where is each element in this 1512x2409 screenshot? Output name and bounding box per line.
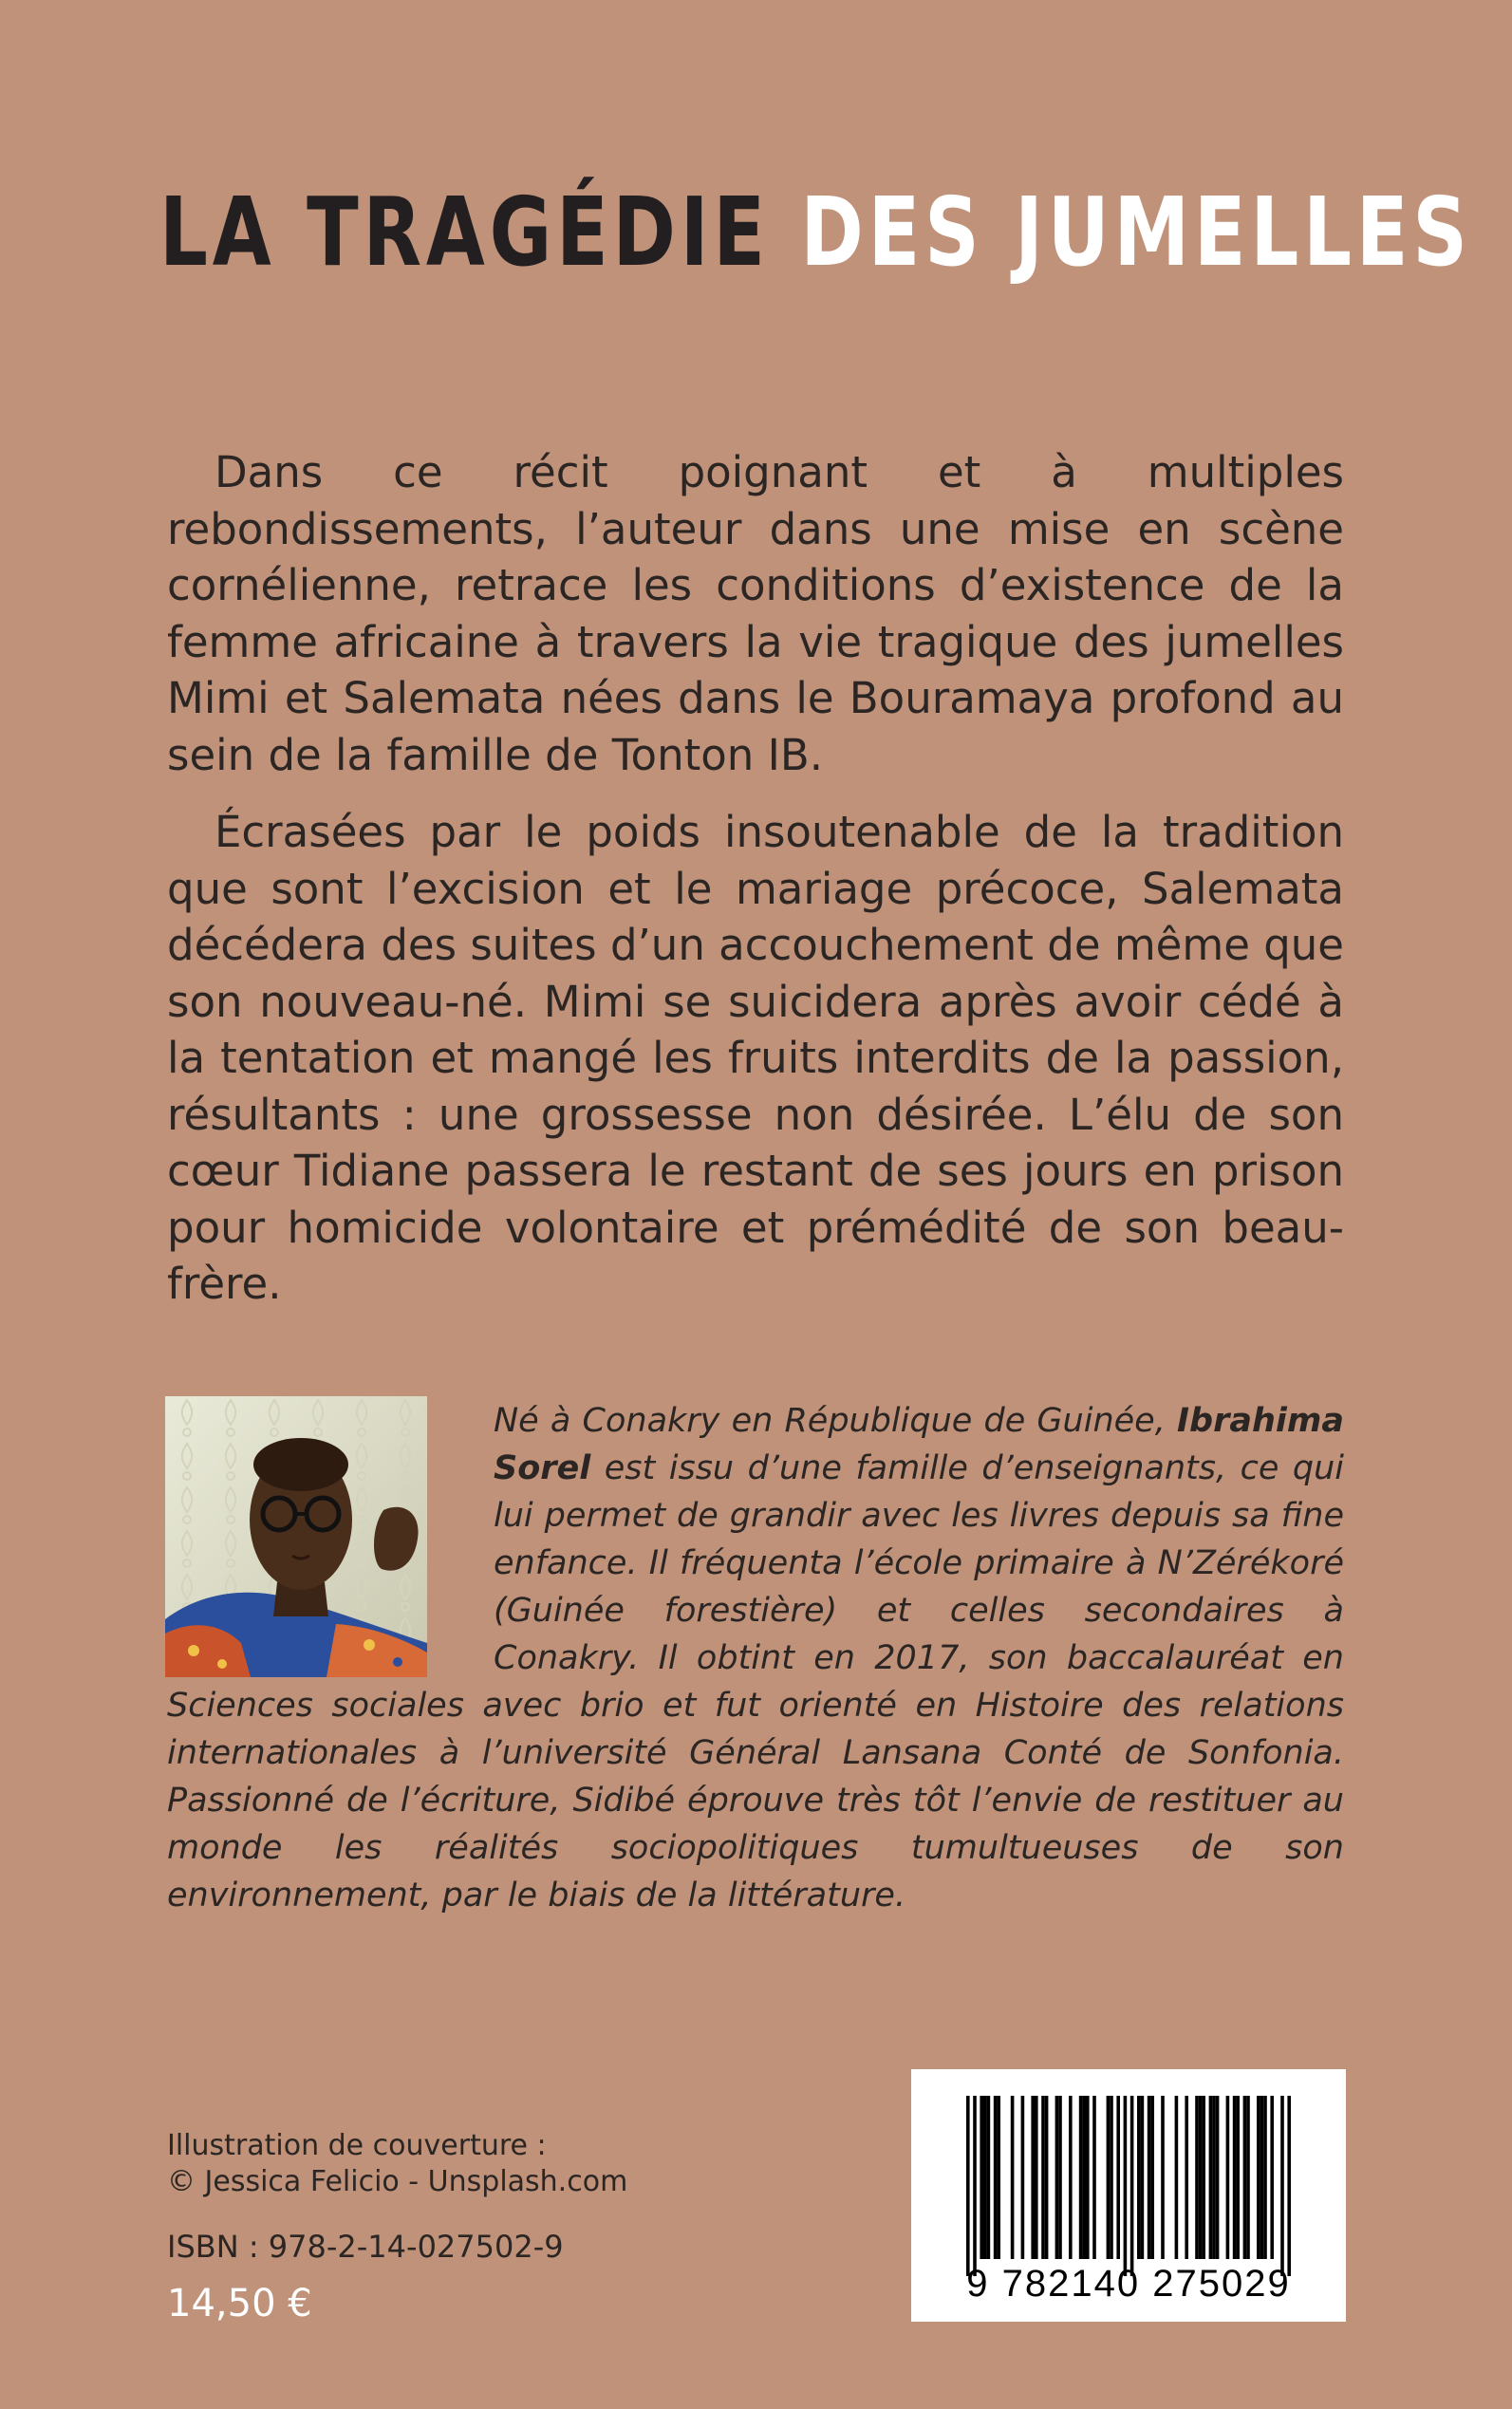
barcode-bar — [1110, 2096, 1113, 2259]
barcode-bar — [1202, 2096, 1205, 2259]
title-part-light: DES JUMELLES — [800, 177, 1472, 288]
barcode-bar — [1011, 2096, 1015, 2259]
barcode-bar — [1055, 2096, 1059, 2259]
barcode-bar — [1175, 2096, 1179, 2259]
barcode-bar — [1270, 2096, 1274, 2259]
barcode-bar — [1079, 2096, 1083, 2259]
barcode-bar — [1246, 2096, 1250, 2259]
barcode-bar — [1150, 2096, 1154, 2259]
synopsis-paragraph-1: Dans ce récit poignant et à multiples rebondissements, l’auteur dans une mise en scène cornélienne, retrace les conditions d’existence de la femme africaine à travers la vie tragique des jumelles Mimi et Salemata nées dans le Bouramaya profond au sein de la famille de Tonton IB. — [167, 447, 1344, 780]
barcode-bar — [1243, 2096, 1247, 2259]
credits-line-2: © Jessica Felicio - Unsplash.com — [167, 2165, 628, 2198]
barcode-bar — [1086, 2096, 1090, 2259]
barcode-bar — [1069, 2096, 1073, 2259]
barcode-bar — [1226, 2096, 1230, 2259]
barcode-bar — [1035, 2096, 1038, 2259]
price: 14,50 € — [167, 2282, 312, 2325]
author-name: Ibrahima Sorel — [494, 1402, 1344, 1487]
photo-spacer — [167, 1397, 494, 1682]
barcode-bar — [1031, 2096, 1035, 2259]
barcode-bar — [1287, 2096, 1291, 2276]
barcode-bar — [997, 2096, 1000, 2259]
synopsis-paragraph-2: Écrasées par le poids insoutenable de la tradition que sont l’excision et le mariage précoce, Salemata décédera des suites d’un accouchement de même que son nouveau-né. Mimi se suicidera après avoir cédé à la tentation et mangé les fruits interdits de la passion, résultants : une grossesse non désirée. L’élu de son cœur Tidiane passera le restant de ses jours en prison pour homicide volontaire et prémédité de son beau-frère. — [167, 807, 1344, 1309]
author-bio — [167, 1397, 1344, 1919]
barcode-bar — [1041, 2096, 1045, 2259]
barcode-bar — [1124, 2096, 1128, 2276]
barcode-bar — [1082, 2096, 1086, 2259]
barcode-bar — [973, 2096, 977, 2276]
barcode-bar — [1257, 2096, 1260, 2259]
cover-credits — [167, 2128, 627, 2200]
barcode-bar — [1199, 2096, 1203, 2259]
barcode — [911, 2069, 1346, 2322]
barcode-bar — [1092, 2096, 1096, 2259]
barcode-bar — [1148, 2096, 1151, 2259]
book-title — [159, 171, 1472, 294]
barcode-bar — [983, 2096, 987, 2259]
credits-line-1: Illustration de couverture : — [167, 2129, 547, 2162]
barcode-bar — [1137, 2096, 1141, 2259]
barcode-bar — [980, 2096, 983, 2259]
isbn: ISBN : 978-2-14-027502-9 — [167, 2229, 564, 2265]
barcode-bar — [1116, 2096, 1120, 2259]
bio-intro: Né à Conakry en République de Guinée, — [494, 1402, 1178, 1440]
barcode-bar — [1236, 2096, 1240, 2259]
barcode-bar — [1260, 2096, 1264, 2259]
barcode-digits: 9 782140 275029 — [966, 2263, 1291, 2305]
synopsis — [167, 444, 1344, 1334]
barcode-bar — [1233, 2096, 1237, 2259]
barcode-bar — [1045, 2096, 1049, 2259]
barcode-bar — [1107, 2096, 1111, 2259]
barcode-bar — [1212, 2096, 1216, 2259]
barcode-bar — [1216, 2096, 1220, 2259]
barcode-bar — [1058, 2096, 1062, 2259]
barcode-bar — [1161, 2096, 1165, 2259]
barcode-bar — [1195, 2096, 1199, 2259]
barcode-bar — [1130, 2096, 1134, 2276]
bio-text: est issu d’une famille d’enseignants, ce qui lui permet de grandir avec les livres depuis sa fine enfance. Il fréquenta l’école primaire à N’Zérékoré (Guinée forestière) et celles secondaires à Conakry. Il obtint en 2017, son baccalauréat en Sciences sociales avec brio et fut orienté en Histoire des relations internationales à l’université Général Lansana Conté de Sonfonia. Passionné de l’écriture, Sidibé éprouve très tôt l’envie de restituer au monde les réalités sociopolitiques tumultueuses de son environnement, par le biais de la littérature. — [167, 1449, 1344, 1914]
barcode-bar — [987, 2096, 991, 2259]
barcode-bar — [966, 2096, 970, 2276]
barcode-bar — [1263, 2096, 1267, 2259]
barcode-bar — [1141, 2096, 1145, 2259]
title-part-dark: LA TRAGÉDIE — [159, 177, 770, 288]
barcode-bar — [994, 2096, 998, 2259]
barcode-bar — [1185, 2096, 1188, 2259]
barcode-bar — [1209, 2096, 1213, 2259]
barcode-bar — [1021, 2096, 1025, 2259]
barcode-bar — [1280, 2096, 1284, 2276]
